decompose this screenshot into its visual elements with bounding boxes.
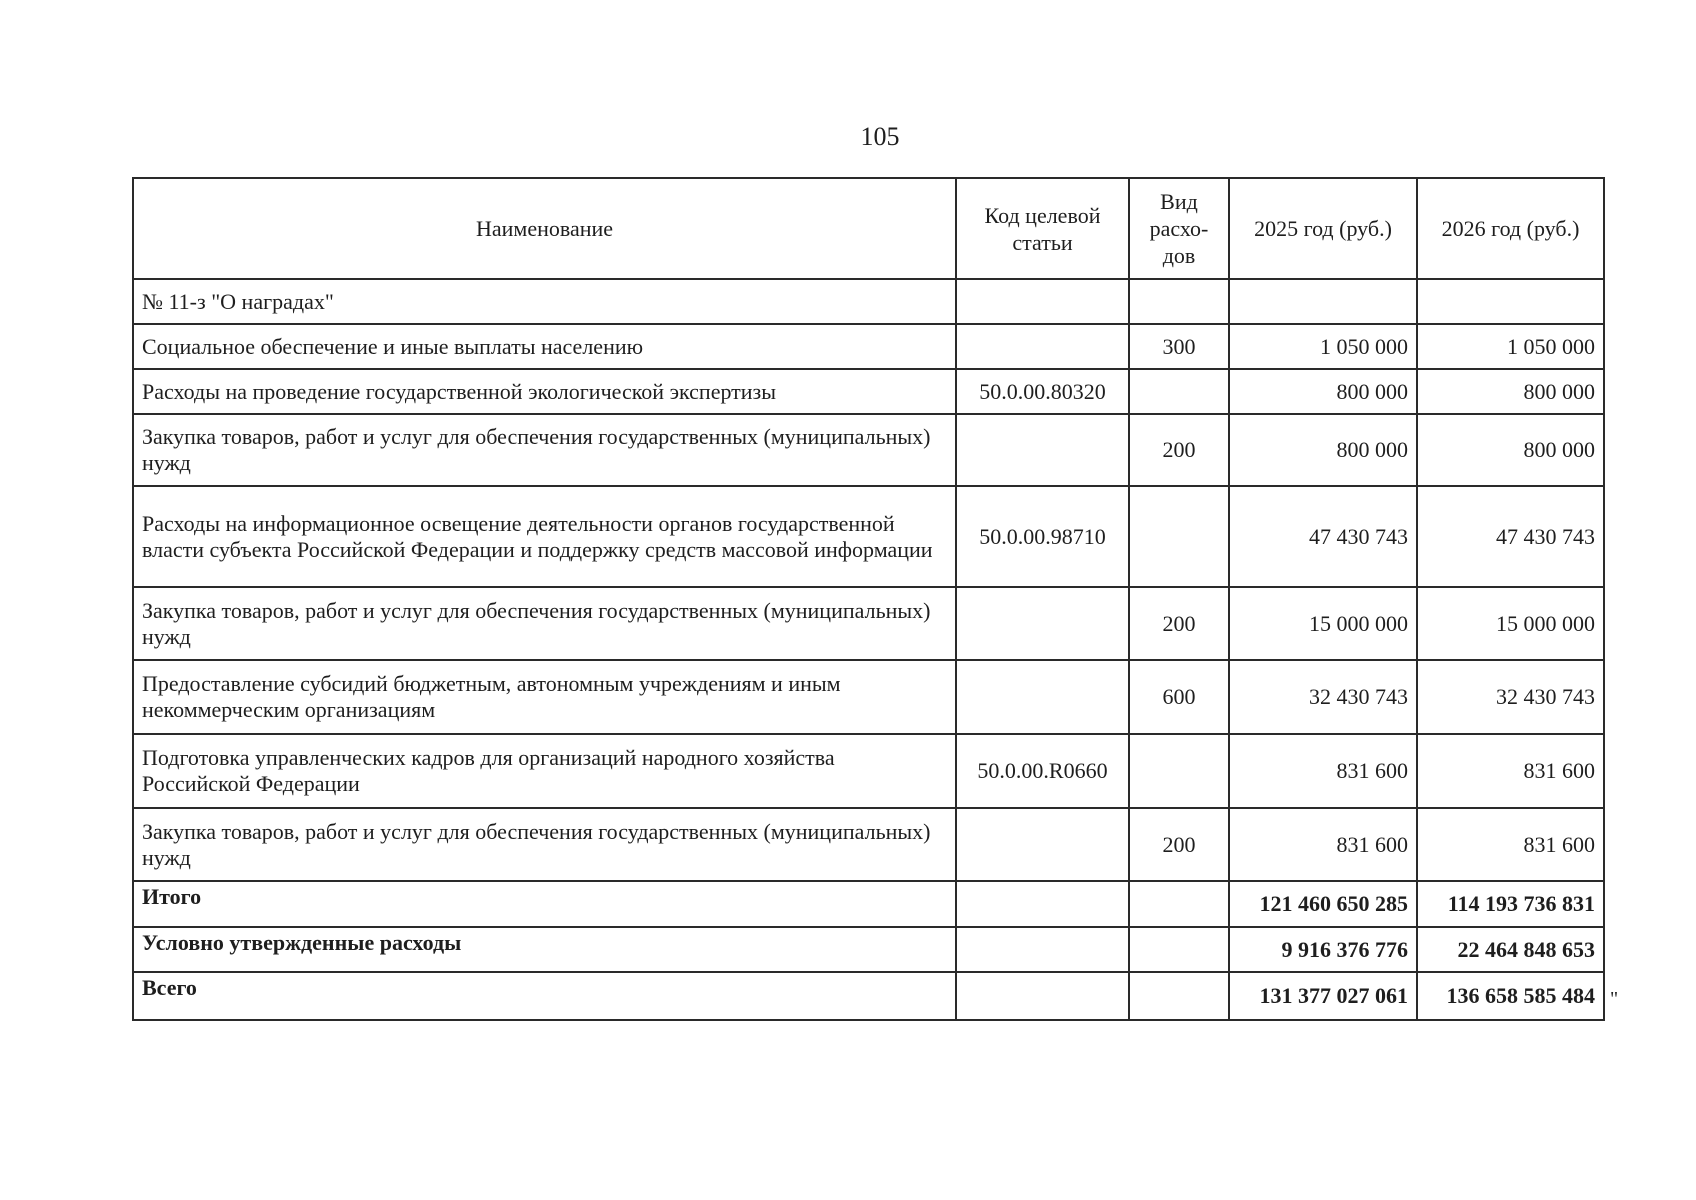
row-code <box>956 414 1129 486</box>
table-row <box>133 324 1604 369</box>
total-code <box>956 972 1129 1020</box>
row-name: Подготовка управленческих кадров для организаций народного хозяйства Российской Федерации <box>133 734 956 808</box>
closing-quote-mark: " <box>1610 988 1619 1010</box>
row-2025: 32 430 743 <box>1229 660 1417 734</box>
row-code: 50.0.00.98710 <box>956 486 1129 587</box>
row-code <box>956 660 1129 734</box>
row-2025 <box>1229 279 1417 324</box>
row-kind: 200 <box>1129 414 1229 486</box>
row-name: Расходы на информационное освещение деятельности органов государственной власти субъекта Российской Федерации и поддержку средств массовой информации <box>133 486 956 587</box>
header-name: Наименование <box>133 178 956 279</box>
table-row <box>133 587 1604 660</box>
total-kind <box>1129 927 1229 972</box>
row-code <box>956 279 1129 324</box>
total-name: Условно утвержденные расходы <box>133 927 956 972</box>
total-2025: 121 460 650 285 <box>1229 881 1417 927</box>
row-2026: 800 000 <box>1417 414 1604 486</box>
table-row <box>133 808 1604 881</box>
budget-table <box>132 177 1605 1021</box>
table-row <box>133 279 1604 324</box>
row-kind <box>1129 279 1229 324</box>
row-2026 <box>1417 279 1604 324</box>
row-2025: 47 430 743 <box>1229 486 1417 587</box>
row-2026: 32 430 743 <box>1417 660 1604 734</box>
header-code: Код целевой статьи <box>956 178 1129 279</box>
total-kind <box>1129 972 1229 1020</box>
table-row <box>133 486 1604 587</box>
row-code: 50.0.00.R0660 <box>956 734 1129 808</box>
row-name: № 11-з "О наградах" <box>133 279 956 324</box>
total-2026: 136 658 585 484 <box>1417 972 1604 1020</box>
row-kind <box>1129 734 1229 808</box>
row-code <box>956 808 1129 881</box>
total-2026: 22 464 848 653 <box>1417 927 1604 972</box>
row-name: Предоставление субсидий бюджетным, автономным учреждениям и иным некоммерческим организациям <box>133 660 956 734</box>
header-2025: 2025 год (руб.) <box>1229 178 1417 279</box>
total-row <box>133 927 1604 972</box>
total-2025: 9 916 376 776 <box>1229 927 1417 972</box>
row-code <box>956 587 1129 660</box>
row-kind: 600 <box>1129 660 1229 734</box>
row-name: Закупка товаров, работ и услуг для обеспечения государственных (муниципальных) нужд <box>133 587 956 660</box>
total-code <box>956 881 1129 927</box>
row-2025: 800 000 <box>1229 369 1417 414</box>
table-row <box>133 369 1604 414</box>
header-kind: Вид расхо-дов <box>1129 178 1229 279</box>
total-name: Всего <box>133 972 956 1020</box>
row-name: Социальное обеспечение и иные выплаты населению <box>133 324 956 369</box>
table-row <box>133 660 1604 734</box>
row-name: Закупка товаров, работ и услуг для обеспечения государственных (муниципальных) нужд <box>133 414 956 486</box>
row-2025: 800 000 <box>1229 414 1417 486</box>
row-2026: 15 000 000 <box>1417 587 1604 660</box>
row-2026: 47 430 743 <box>1417 486 1604 587</box>
row-2026: 800 000 <box>1417 369 1604 414</box>
page-number: 105 <box>860 122 900 151</box>
row-2025: 15 000 000 <box>1229 587 1417 660</box>
row-code: 50.0.00.80320 <box>956 369 1129 414</box>
total-row <box>133 972 1604 1020</box>
row-2026: 831 600 <box>1417 808 1604 881</box>
row-name: Расходы на проведение государственной экологической экспертизы <box>133 369 956 414</box>
total-code <box>956 927 1129 972</box>
total-name: Итого <box>133 881 956 927</box>
row-2026: 1 050 000 <box>1417 324 1604 369</box>
table-row <box>133 414 1604 486</box>
table-row <box>133 734 1604 808</box>
row-2025: 831 600 <box>1229 808 1417 881</box>
row-code <box>956 324 1129 369</box>
total-kind <box>1129 881 1229 927</box>
row-2025: 1 050 000 <box>1229 324 1417 369</box>
row-kind: 300 <box>1129 324 1229 369</box>
row-name: Закупка товаров, работ и услуг для обеспечения государственных (муниципальных) нужд <box>133 808 956 881</box>
header-2026: 2026 год (руб.) <box>1417 178 1604 279</box>
row-2025: 831 600 <box>1229 734 1417 808</box>
total-2026: 114 193 736 831 <box>1417 881 1604 927</box>
row-kind: 200 <box>1129 587 1229 660</box>
total-row <box>133 881 1604 927</box>
row-2026: 831 600 <box>1417 734 1604 808</box>
row-kind: 200 <box>1129 808 1229 881</box>
total-2025: 131 377 027 061 <box>1229 972 1417 1020</box>
table-header-row <box>133 178 1604 279</box>
row-kind <box>1129 486 1229 587</box>
row-kind <box>1129 369 1229 414</box>
